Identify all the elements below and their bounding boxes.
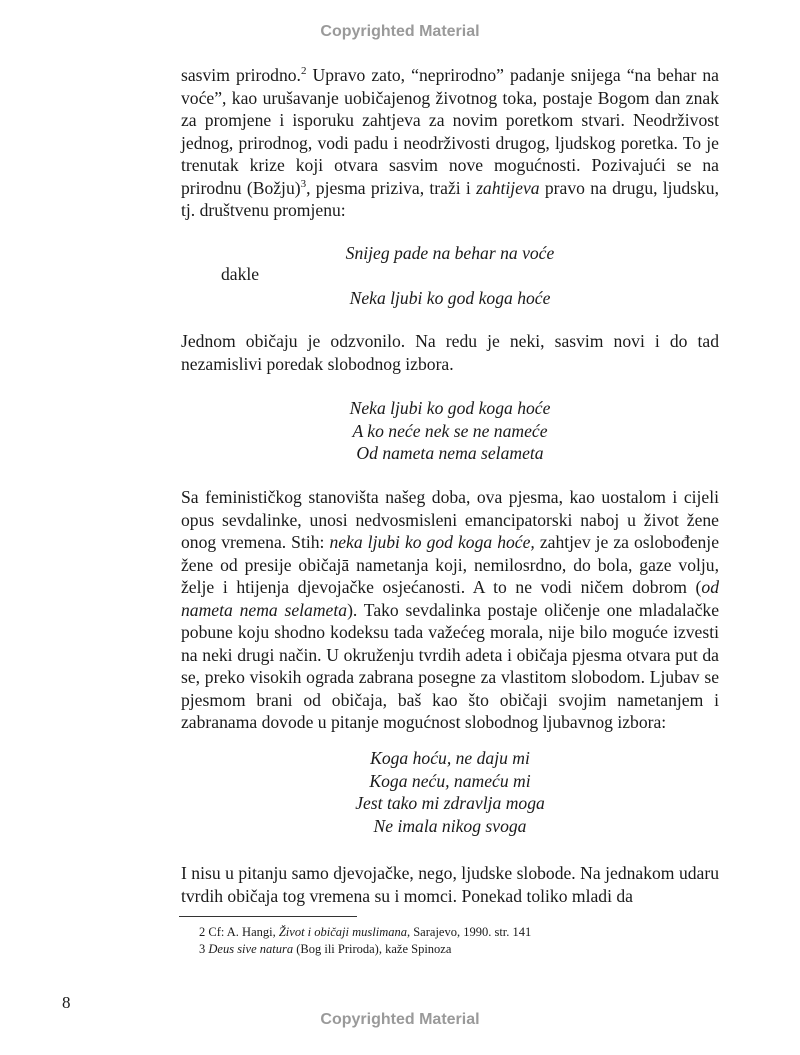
footnote-ref-2: 2 xyxy=(300,65,307,78)
dakle-label: dakle xyxy=(221,264,260,284)
footnote-3-text-b: (Bog ili Priroda), kaže Spinoza xyxy=(293,942,452,956)
p1-text-c: , pjesma priziva, traži i xyxy=(306,177,477,198)
paragraph-3 xyxy=(181,486,719,734)
verse-1-line-2: Neka ljubi ko god koga hoće xyxy=(349,288,551,308)
footnote-2-italic: Život i običaji muslimana xyxy=(278,925,407,939)
p1-italic: zahtijeva xyxy=(476,177,540,198)
footnote-divider xyxy=(179,916,357,917)
footnote-2-text-b: , Sarajevo, 1990. str. 141 xyxy=(406,925,532,939)
footnote-3-text-a: 3 xyxy=(199,942,209,956)
footnotes xyxy=(199,924,719,958)
p1-text-a: sasvim prirodno. xyxy=(181,65,301,85)
verse-line: A ko neće nek se ne nameće xyxy=(352,420,548,441)
footnote-2 xyxy=(199,924,719,941)
p3-text-a: Sa feminističkog stanovišta našeg doba, ova pjesma, kao uostalom i cijeli opus sevdalinke, unosi nedvosmisleni emancipatorski naboj u život žene onog vremena. Stih: xyxy=(181,487,719,552)
paragraph-1 xyxy=(181,64,719,222)
paragraph-4: I nisu u pitanju samo djevojačke, nego, ljudske slobode. Na jednakom udaru tvrdih običaja tog vremena su i momci. Ponekad toliko mladi da xyxy=(181,863,719,906)
p3-text-c: ). Tako sevdalinka postaje oličenje one mladalačke pobune koju shodno kodeksu tada važećeg morala, nije bilo moguće izvesti na neki drugi način. U okruženju tvrdih adeta i običaja pjesma otvara put da se, preko visokih ograda zabrana posegne za vlastitom slobodom. Ljubav se pjesmom brani od običaja, baš kao što običaji svojim nametanjem i zabranama dovode u pitanje mogućnost slobodnog ljubavnog izbora: xyxy=(181,599,719,732)
verse-line: Koga neću, nameću mi xyxy=(369,770,531,791)
watermark-bottom: Copyrighted Material xyxy=(320,1011,480,1028)
verse-line: Koga hoću, ne daju mi xyxy=(370,748,530,768)
verse-2 xyxy=(181,397,719,465)
p3-italic-1: neka ljubi ko god koga hoće, xyxy=(329,532,535,552)
verse-1-line-1: Snijeg pade na behar na voće xyxy=(345,243,555,263)
footnote-3 xyxy=(199,941,719,958)
footnote-ref-3: 3 xyxy=(300,177,307,190)
paragraph-2: Jednom običaju je odzvonilo. Na redu je neki, sasvim novi i do tad nezamislivi poredak slobodnog izbora. xyxy=(181,331,719,374)
p3-text-b: zahtjev je za oslobođenje žene od presije običajā nametanja koji, nemilosrdno, do bola, gaze volju, želje i htijenja djevojačke osjećanosti. A to ne vodi ničem dobrom ( xyxy=(181,532,720,597)
p1-text-b: Upravo zato, “neprirodno” padanje snijega “na behar na voće”, kao urušavanje uobičajenog životnog toka, postaje Bogom dan znak za promjene i isporuku zahtjeva za novim poretkom stvari. Neodrživost jednog, prirodnog, vodi padu i neodrživosti drugog, ljudskog poretka. To je trenutak krize koji otvara sasvim nove mogućnosti. Pozivajući se na prirodnu (Božju) xyxy=(181,65,719,198)
verse-line: Ne imala nikog svoga xyxy=(373,815,527,836)
p1-text-d: pravo na drugu, ljudsku, tj. društvenu promjenu: xyxy=(181,177,719,220)
page-number: 8 xyxy=(62,993,71,1012)
verse-3 xyxy=(181,747,719,837)
verse-line: Od nameta nema selameta xyxy=(356,443,544,463)
footnote-3-italic: Deus sive natura xyxy=(208,942,294,956)
watermark-top: Copyrighted Material xyxy=(320,23,480,40)
footnote-2-text-a: 2 Cf: A. Hangi, xyxy=(199,925,279,939)
verse-line: Neka ljubi ko god koga hoće xyxy=(349,398,551,418)
verse-line: Jest tako mi zdravlja moga xyxy=(355,793,545,813)
p3-italic-2: od nameta nema selameta xyxy=(181,577,719,620)
